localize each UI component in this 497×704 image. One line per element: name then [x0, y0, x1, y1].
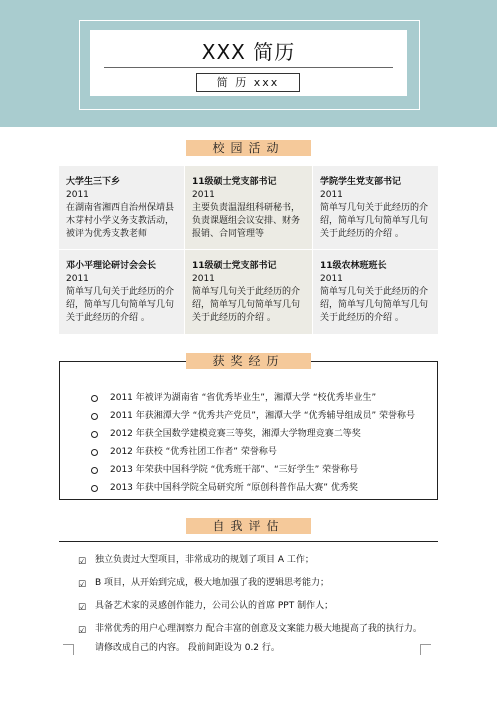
activity-desc: 简单写几句关于此经历的介绍，简单写几句简单写几句关于此经历的介绍 。 [66, 287, 175, 323]
corner-mark [63, 644, 74, 655]
list-item [91, 446, 415, 464]
list-item [78, 600, 422, 613]
activity-desc: 简单写几句关于此经历的介绍，简单写几句简单写几句关于此经历的介绍 。 [320, 287, 429, 323]
section-title-campus: 校园活动 [186, 140, 311, 156]
checkbox-icon: ☑ [78, 557, 87, 567]
checkbox-icon: ☑ [78, 580, 87, 590]
list-item [78, 642, 422, 655]
list-item [91, 464, 415, 482]
activity-card [59, 250, 184, 334]
corner-mark [420, 644, 431, 655]
activity-title: 邓小平理论研讨会会长 [66, 261, 157, 271]
list-item [91, 410, 415, 428]
circle-bullet-icon [91, 467, 98, 474]
self-eval-list [78, 554, 422, 655]
self-eval-text: 非常优秀的用户心理洞察力 配合丰富的创意及文案能力极大地提高了我的执行力。 [95, 624, 422, 634]
award-text: 2012 年获校 “优秀社团工作者” 荣誉称号 [110, 447, 277, 457]
self-eval-text: 请修改成自己的内容。 段前间距设为 0.2 行。 [95, 643, 280, 653]
activity-year: 2011 [66, 274, 89, 284]
activity-title: 11级硕士党支部书记 [192, 177, 277, 187]
checkbox-icon: ☑ [78, 603, 87, 613]
self-eval-text: 具备艺术家的灵感创作能力，公司公认的首席 PPT 制作人； [95, 601, 334, 611]
activity-year: 2011 [320, 190, 343, 200]
section-title-awards: 获奖经历 [186, 353, 311, 369]
activity-title: 学院学生党支部书记 [320, 177, 402, 187]
self-eval-text: 独立负责过大型项目，非常成功的规划了项目 A 工作； [95, 555, 314, 565]
activity-title: 大学生三下乡 [66, 177, 121, 187]
activity-card [185, 250, 312, 334]
list-item [78, 554, 422, 567]
self-eval-top-rule [59, 541, 438, 542]
list-item [91, 482, 415, 500]
circle-bullet-icon [91, 449, 98, 456]
activity-desc: 简单写几句关于此经历的介绍，简单写几句简单写几句关于此经历的介绍 。 [192, 287, 301, 323]
section-title-self-eval: 自我评估 [186, 518, 311, 534]
awards-box [59, 361, 438, 500]
activity-card [59, 166, 184, 249]
award-text: 2011 年获湘潭大学 “优秀共产党员”，湘潭大学 “优秀辅导组成员” 荣誉称号 [110, 411, 415, 421]
activity-title: 11级硕士党支部书记 [192, 261, 277, 271]
awards-list [91, 392, 415, 500]
circle-bullet-icon [91, 395, 98, 402]
activity-desc: 简单写几句关于此经历的介绍，简单写几句简单写几句关于此经历的介绍 。 [320, 203, 429, 239]
list-item [78, 623, 422, 636]
list-item [91, 428, 415, 446]
award-text: 2013 年荣获中国科学院 “优秀班干部”、“三好学生” 荣誉称号 [110, 465, 359, 475]
award-text: 2012 年获全国数学建模竞赛三等奖，湘潭大学物理竞赛二等奖 [110, 429, 361, 439]
resume-title: XXX 简历 [201, 40, 296, 64]
resume-subtitle: 简 历 xxx [196, 73, 300, 92]
title-divider [104, 67, 393, 68]
list-item [78, 577, 422, 590]
award-text: 2013 年获中国科学院全局研究所 “原创科普作品大赛” 优秀奖 [110, 483, 358, 493]
circle-bullet-icon [91, 431, 98, 438]
circle-bullet-icon [91, 413, 98, 420]
activity-year: 2011 [192, 274, 215, 284]
activity-title: 11级农林班班长 [320, 261, 387, 271]
campus-activities-grid [59, 166, 438, 334]
list-item [91, 392, 415, 410]
activity-year: 2011 [192, 190, 215, 200]
checkbox-icon: ☑ [78, 626, 87, 636]
award-text: 2011 年被评为湖南省 “省优秀毕业生”，湘潭大学 “校优秀毕业生” [110, 393, 377, 403]
activity-desc: 主要负责温湿组科研秘书，负责课题组会议安排、财务报销、合同管理等 [192, 203, 301, 239]
title-box [90, 30, 407, 96]
activity-card [313, 250, 438, 334]
self-eval-text: B 项目，从开始到完成，极大地加强了我的逻辑思考能力； [95, 578, 330, 588]
activity-desc: 在湖南省湘西自治州保靖县木芽村小学义务支教活动，被评为优秀支教老师 [66, 203, 175, 239]
activity-year: 2011 [320, 274, 343, 284]
activity-card [185, 166, 312, 249]
activity-year: 2011 [66, 190, 89, 200]
activity-card [313, 166, 438, 249]
circle-bullet-icon [91, 485, 98, 492]
